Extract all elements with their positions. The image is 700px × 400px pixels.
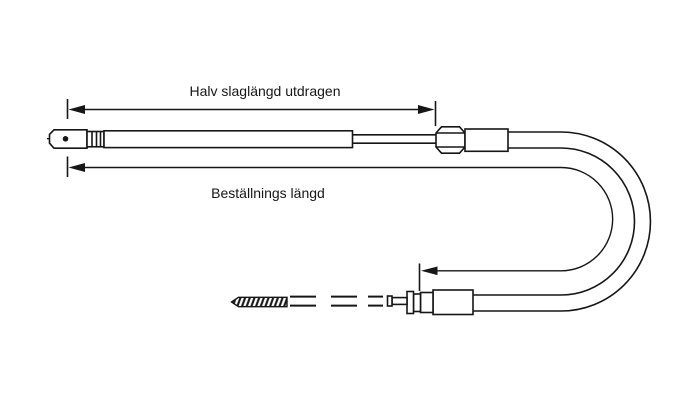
dimension-half-stroke <box>68 83 436 126</box>
pivot-hole-icon <box>63 136 69 142</box>
dimension-label-half-stroke: Halv slaglängd utdragen <box>189 83 341 99</box>
bend-inner-edge <box>561 148 634 295</box>
fitting-cylinder <box>421 293 434 313</box>
cable-upper-assembly <box>47 127 561 153</box>
fitting-body <box>433 290 473 315</box>
threaded-rod <box>232 297 288 306</box>
ferrule <box>465 129 508 151</box>
dimension-arc <box>561 168 613 271</box>
fitting-flange <box>407 292 414 314</box>
arrowhead-right-icon <box>418 105 435 114</box>
cable-break-dashes <box>290 297 383 306</box>
telescoping-tube <box>104 131 353 148</box>
fitting-stem-cap <box>388 296 393 306</box>
bend-outer-edge <box>561 132 650 311</box>
cable-lower-assembly <box>232 290 562 315</box>
hex-nut <box>436 127 465 153</box>
arrowhead-end-icon <box>421 267 438 276</box>
dimension-label-order-length: Beställnings längd <box>211 185 325 201</box>
dimension-order-length <box>68 157 613 292</box>
arrowhead-left-icon <box>69 105 86 114</box>
fitting-collar <box>414 294 421 312</box>
rod-end-neck <box>87 132 104 147</box>
cable-u-bend <box>561 132 650 311</box>
fitting-stem <box>392 298 407 305</box>
